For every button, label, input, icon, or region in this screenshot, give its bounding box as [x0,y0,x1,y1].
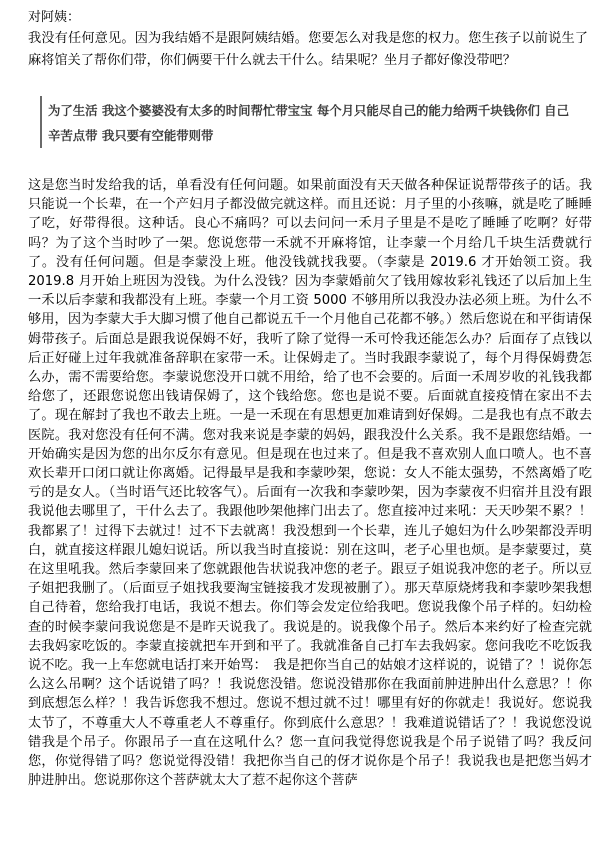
intro-paragraph: 我没有任何意见。因为我结婚不是跟阿姨结婚。您要怎么对我是您的权力。您生孩子以前说生了麻将馆关了帮你们带，你们俩要干什么就去干什么。结果呢？坐月子都好像没带吧？ [28,31,588,68]
quoted-message-text: 为了生活 我这个婆婆没有太多的时间帮忙带宝宝 每个月只能尽自己的能力给两千块钱你们 自己辛苦点带 我只要有空能带则带 [48,103,569,143]
body-paragraph: 这是您当时发给我的话，单看没有任何问题。如果前面没有天天做各种保证说帮带孩子的话。我只能说一个长辈，在一个产妇月子都没做完就这样。而且还说：月子里的小孩嘛，就是吃了睡睡了吃，好带得很。这种话。良心不痛吗？可以去问问一禾月子里是不是吃了睡睡了吃啊？好带吗？为了这个当时吵了一架。您说您带一禾就不开麻将馆，让李蒙一个月给几千块生活费就行了。没有任何问题。但是李蒙没上班。他没钱就找我要。（李蒙是 2019.6 才开始领工资。我 2019.8 月开始上班因为没钱。为什么没钱？因为李蒙婚前欠了钱用嫁妆彩礼钱还了以后加上生一禾以后李蒙和我都没有上班。李蒙一个月工资 5000 不够用所以我没办法必须上班。为什么不够用，因为李蒙大手大脚习惯了他自己都说五千一个月他自己花都不够。）然后您说在和平街请保姆带孩子。后面总是跟我说保姆不好，我听了除了觉得一禾可怜我还能怎么办？后面存了点钱以后正好碰上过年我就准备辞职在家带一禾。让保姆走了。当时我跟李蒙说了，每个月得保姆费怎么办，需不需要给您。李蒙说您没开口就不用给，给了也不会要的。后面一禾周岁收的礼钱我都给您了，还跟您说您出钱请保姆了，这个钱给您。您也是说不要。后面就直接疫情在家出不去了。现在解封了我也不敢去上班。一是一禾现在有思想更加难请到好保姆。二是我也有点不敢去医院。我对您没有任何不满。您对我来说是李蒙的妈妈，跟我没什么关系。我不是跟您结婚。一开始确实是因为您的出尔反尔有意见。但是现在也过来了。但是我不喜欢别人血口喷人。也不喜欢长辈开口闭口就让你离婚。记得最早是我和李蒙吵架，您说：女人不能太强势，不然离婚了吃亏的是女人。（当时语气还比较客气）。后面有一次我和李蒙吵架，因为李蒙夜不归宿并且没有跟我说他去哪里了，干什么去了。我跟他吵架他摔门出去了。您直接冲过来吼：天天吵架不累？！我都累了！过得下去就过！过不下去就离！我没想到一个长辈，连儿子媳妇为什么吵架都没弄明白，就直接这样跟儿媳妇说话。所以我当时直接说：别在这叫，老子心里也烦。是李蒙要过，莫在这里吼我。然后李蒙回来了您就跟他告状说我冲您的老子。跟豆子姐说我冲您的老子。所以豆子姐把我删了。（后面豆子姐找我要淘宝链接我才发现被删了）。那天草原烧烤我和李蒙吵架我想自己待着，您给我打电话，我说不想去。你们等会发定位给我吧。您说我像个吊子样的。妇幼检查的时候李蒙问我说您是不是昨天说我了。我说是的。说我像个吊子。然后本来约好了检查完就去我妈家吃饭的。李蒙直接就把车开到和平了。我就准备自己打车去我妈家。您问我吃不吃饭我说不吃。我一上车您就电话打来开始骂： 我是把你当自己的姑娘才这样说的，说错了？！说你怎么这么吊啊？这个话说错了吗？！我说您没错。您说没错那你在我面前肿进肿出什么意思？！你到底想怎么样？！我告诉您我不想过。您说不想过就不过！哪里有好的你就走！我说好。您说我太节了，不尊重大人不尊重老人不尊重仔。你到底什么意思？！我难道说错话了？！我说您没说错我是个吊子。你跟吊子一直在这吼什么？您一直问我觉得您说我是个吊子说错了吗？我反问您，你觉得错了吗？您说觉得没错！我把你当自己的伢才说你是个吊子！我说我也是把您当妈才肿进肿出。您说那你这个菩萨就太大了惹不起你这个菩萨 [28,178,592,789]
quoted-message-block [40,96,590,148]
letter-greeting: 对阿姨： [28,10,81,25]
